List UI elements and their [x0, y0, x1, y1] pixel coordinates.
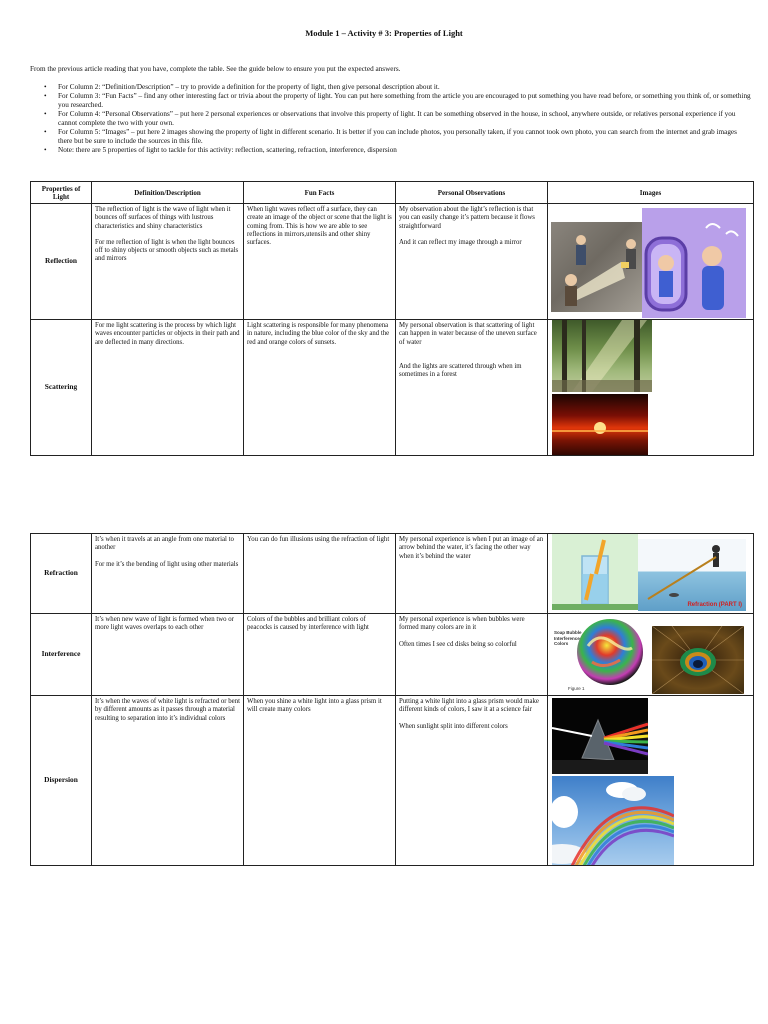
header-images: Images: [548, 182, 754, 204]
observation-text: My personal experience is when I put an image of an arrow behind the water, it’s facing the other way when it’s behind the water: [399, 536, 544, 560]
guide-item: • For Column 5: “Images” – put here 2 images showing the property of light in different scenario. It is better if you can include photos, you personally taken, if you cannot took own photo, you can search from the internet and grab images there but be sure to include the sources in this file.: [42, 128, 752, 146]
images-cell: [548, 614, 754, 696]
intro-text: From the previous article reading that you have, complete the table. See the guide below to ensure you put the expected answers.: [30, 65, 401, 73]
observation-text: My observation about the light’s reflection is that you can easily change it’s pattern because it flows straightforward: [399, 206, 535, 230]
definition-cell: [92, 614, 244, 696]
definition-cell: [92, 320, 244, 456]
header-property: Properties of Light: [31, 182, 92, 204]
table-header-row: [31, 182, 754, 204]
observation-text: Putting a white light into a glass prism would make different kinds of colors, I saw it at a science fair: [399, 698, 539, 714]
bubble-caption-line: Colors: [554, 641, 569, 646]
guide-list: [42, 83, 752, 155]
images-cell: [548, 534, 754, 614]
observation-text: My personal experience is when bubbles were formed many colors are in it: [399, 616, 525, 632]
table-row-interference: [31, 614, 754, 696]
observations-cell: [396, 320, 548, 456]
table-row-dispersion: [31, 696, 754, 866]
fun-fact-text: You can do fun illusions using the refraction of light: [247, 536, 390, 543]
property-name: Interference: [31, 614, 92, 696]
observation-text: And the lights are scattered through when im sometimes in a forest: [399, 362, 522, 379]
fun-facts-cell: [244, 320, 396, 456]
table-row-reflection: [31, 204, 754, 320]
property-name: Refraction: [31, 534, 92, 614]
table-row-scattering: [31, 320, 754, 456]
mirror-reflection-illustration: [642, 208, 746, 318]
bubble-caption-line: Soap Bubble: [554, 630, 582, 635]
fun-facts-cell: [244, 614, 396, 696]
observations-cell: [396, 614, 548, 696]
bubble-caption-line: Interference: [554, 635, 580, 641]
definition-text: For me reflection of light is when the light bounces off to shiny objects or smooth objects such as metals and mirrors: [95, 238, 239, 263]
rainbow-sky-photo: [552, 776, 674, 866]
table-row-refraction: [31, 534, 754, 614]
definition-cell: [92, 534, 244, 614]
property-name: Reflection: [31, 204, 92, 320]
guide-item: • Note: there are 5 properties of light to tackle for this activity: reflection, scattering, refraction, interference, dispersion: [42, 146, 752, 155]
peacock-feather-photo: [652, 626, 744, 694]
definition-text: For me it’s the bending of light using other materials: [95, 560, 239, 568]
guide-item: • For Column 4: “Personal Observations” – put here 2 personal experiences or observations that involve this property of light. It can be something observed in the house, in school, anywhere outside, or relatives personal experience if you cannot complete the two with your own.: [42, 110, 752, 128]
definition-text: It’s when the waves of white light is refracted or bent by different amounts as it passes through a material resulting to separation into it’s individual colors: [95, 698, 240, 722]
images-cell: [548, 696, 754, 866]
header-fun-facts: Fun Facts: [244, 182, 396, 204]
observation-text: And it can reflect my image through a mirror: [399, 238, 522, 246]
figure-label: Figure 1: [568, 685, 585, 691]
observation-text: Often times I see cd disks being so colorful: [399, 640, 517, 648]
observation-text: When sunlight split into different colors: [399, 722, 508, 730]
guide-item: • For Column 2: “Definition/Description” – try to provide a definition for the property of light, then give personal description about it.: [42, 83, 752, 92]
fun-fact-text: When light waves reflect off a surface, they can create an image of the object or scene that the light is coming from. This is how we are able to see reflections in mirrors,utensils and other shiny surfaces.: [247, 206, 392, 247]
refraction-caption: Refraction (PART I): [687, 601, 742, 608]
observation-text: My personal observation is that scattering of light can happen in water because of the uneven surface of water: [399, 322, 537, 346]
document-title: Module 1 – Activity # 3: Properties of Light: [305, 28, 463, 38]
observations-cell: [396, 534, 548, 614]
observations-cell: [396, 696, 548, 866]
properties-table-part-2: [30, 533, 754, 866]
definition-text: It’s when new wave of light is formed when two or more light waves overlaps to each other: [95, 616, 234, 632]
fun-fact-text: When you shine a white light into a glass prism it will create many colors: [247, 698, 382, 714]
property-name: Dispersion: [31, 696, 92, 866]
images-cell: [548, 320, 754, 456]
forest-light-rays-photo: [552, 320, 652, 392]
fun-facts-cell: [244, 204, 396, 320]
definition-text: For me light scattering is the process by which light waves encounter particles or objects in their path and are deflected in many directions.: [95, 322, 240, 346]
observations-cell: [396, 204, 548, 320]
fun-fact-text: Colors of the bubbles and brilliant colors of peacocks is caused by interference with light: [247, 616, 369, 632]
header-definition: Definition/Description: [92, 182, 244, 204]
guide-item: • For Column 3: “Fun Facts” – find any other interesting fact or trivia about the property of light. You can put here something from the article you are encouraged to put something you have read before, or something you think of, or something you researched.: [42, 92, 752, 110]
property-name: Scattering: [31, 320, 92, 456]
header-observations: Personal Observations: [396, 182, 548, 204]
fun-facts-cell: [244, 534, 396, 614]
definition-text: The reflection of light is the wave of light when it bounces off surfaces of things with lustrous characteristics and shiny characteristics: [95, 206, 231, 230]
definition-cell: [92, 204, 244, 320]
pencil-in-glass-illustration: [552, 534, 638, 610]
soap-bubble-interference-photo: [552, 616, 648, 694]
red-sunset-photo: [552, 394, 648, 456]
fun-fact-text: Light scattering is responsible for many phenomena in nature, including the blue color of the sky and the red and orange colors of sunsets.: [247, 322, 390, 346]
prism-spectrum-photo: [552, 698, 648, 774]
properties-table-part-1: [30, 181, 754, 456]
fun-facts-cell: [244, 696, 396, 866]
fishing-spear-refraction-diagram: [638, 539, 746, 611]
images-cell: [548, 204, 754, 320]
definition-cell: [92, 696, 244, 866]
definition-text: It’s when it travels at an angle from one material to another: [95, 536, 234, 552]
flashlight-reflection-illustration: [551, 222, 643, 312]
